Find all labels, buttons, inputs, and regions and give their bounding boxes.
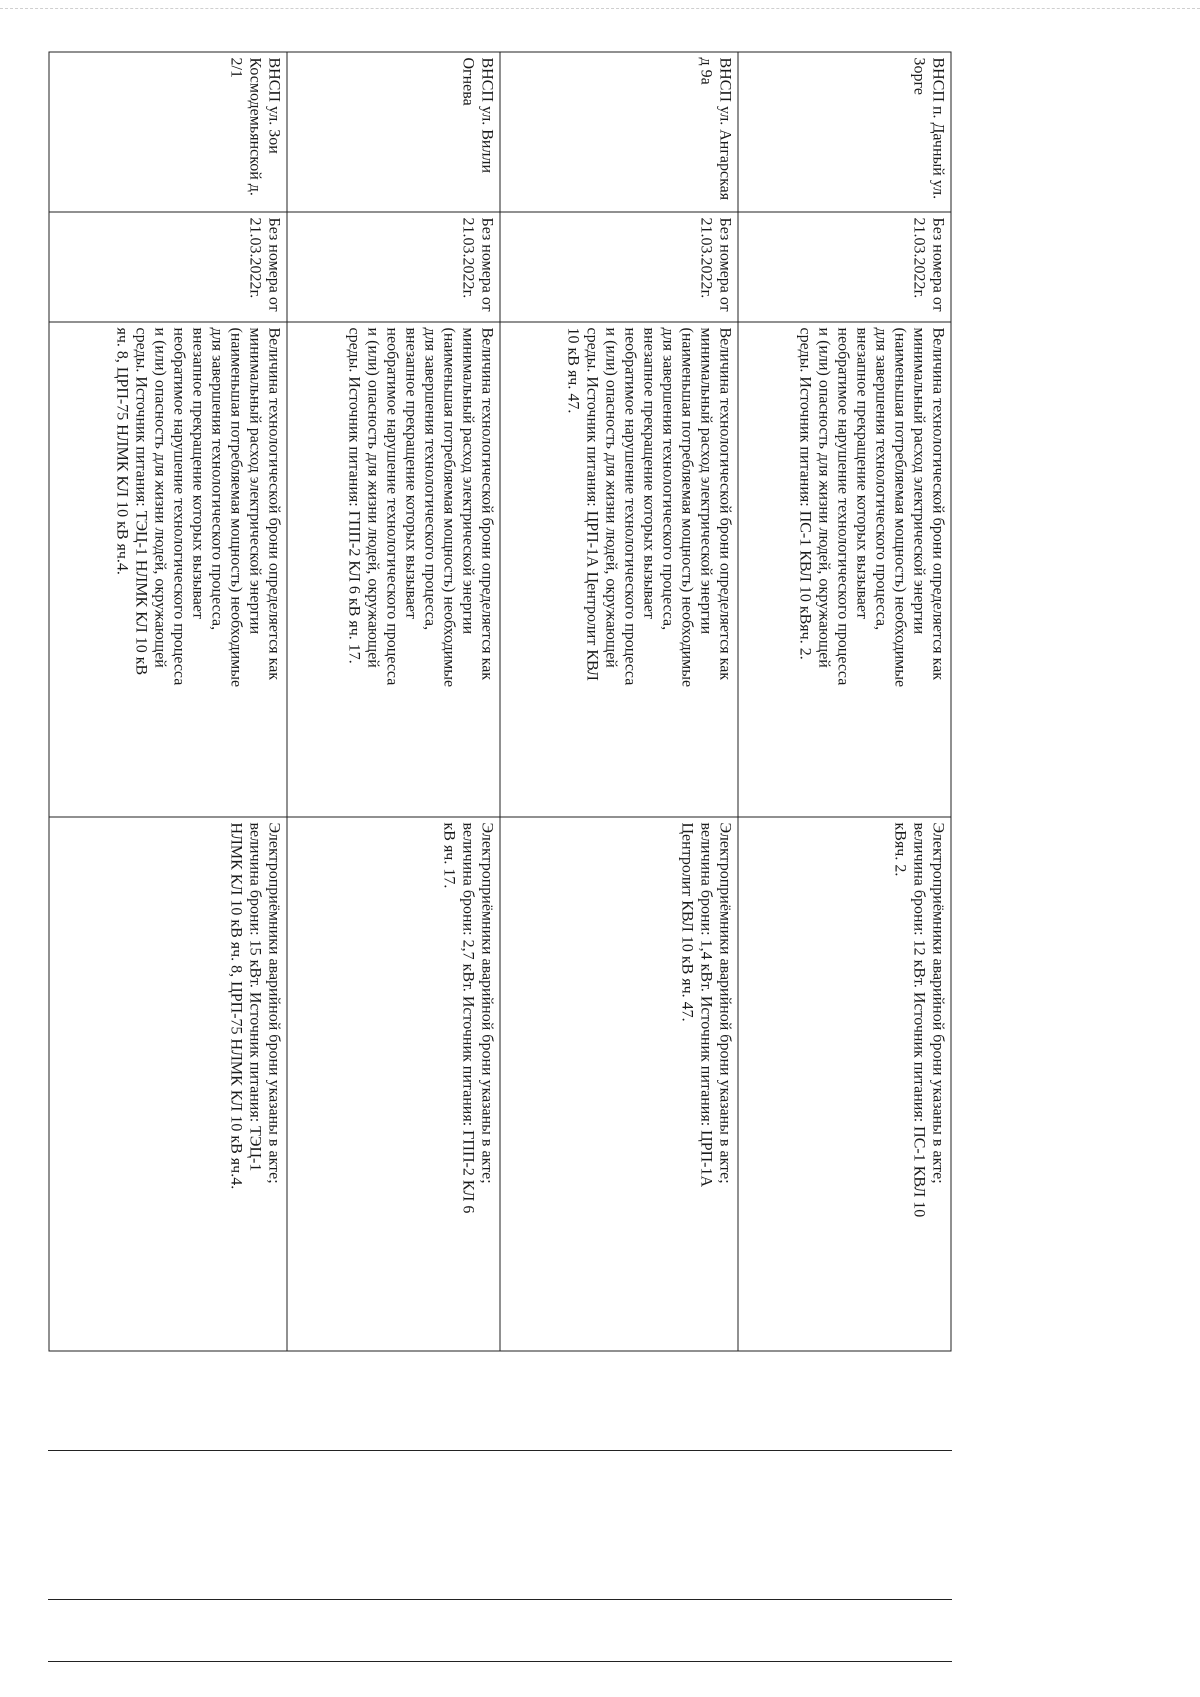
signature-line xyxy=(48,1450,952,1451)
cell-emergency-reserve: Электроприёмники аварийной брони указаны в акте; величина брони: 1,4 кВт. Источник питания: ЦРП-1А Центролит КВЛ 10 кВ яч. 47. xyxy=(500,817,738,1351)
cell-tech-reserve: Величина технологической брони определяется как минимальный расход электрической энергии (наименьшая потребляемая мощность) необходимые для завершения технологического процесса, внезапное прекращение которых вызывает необратимое нарушение технологического процесса и (или) опасность для жизни людей, окружающей среды. Источник питания: ПС-1 КВЛ 10 кВяч. 2. xyxy=(738,322,951,817)
cell-act: Без номера от 21.03.2022г. xyxy=(49,212,287,322)
cell-place: ВНСП ул. Зои Космодемьянской д. 2/1 xyxy=(49,52,287,212)
signature-line xyxy=(48,1661,952,1662)
reserve-table xyxy=(49,52,952,1352)
cell-place: ВНСП ул. Ангарская д 9а xyxy=(500,52,738,212)
cell-tech-reserve: Величина технологической брони определяется как минимальный расход электрической энергии (наименьшая потребляемая мощность) необходимые для завершения технологического процесса, внезапное прекращение которых вызывает необратимое нарушение технологического процесса и (или) опасность для жизни людей, окружающей среды. Источник питания: ТЭЦ-1 НЛМК КЛ 10 кВ яч. 8, ЦРП-75 НЛМК КЛ 10 кВ яч.4. xyxy=(49,322,287,817)
rotated-table-container xyxy=(49,52,952,1352)
table-row xyxy=(738,52,951,1351)
cell-act: Без номера от 21.03.2022г. xyxy=(500,212,738,322)
scan-edge-line xyxy=(0,8,1200,9)
cell-act: Без номера от 21.03.2022г. xyxy=(738,212,951,322)
cell-place: ВНСП ул. Вилли Огнева xyxy=(287,52,500,212)
cell-emergency-reserve: Электроприёмники аварийной брони указаны в акте; величина брони: 15 кВт. Источник питания: ТЭЦ-1 НЛМК КЛ 10 кВ яч. 8, ЦРП-75 НЛМК КЛ 10 кВ яч.4. xyxy=(49,817,287,1351)
table-row xyxy=(287,52,500,1351)
table-row xyxy=(500,52,738,1351)
table-row xyxy=(49,52,287,1351)
cell-act: Без номера от 21.03.2022г. xyxy=(287,212,500,322)
cell-emergency-reserve: Электроприёмники аварийной брони указаны в акте; величина брони: 2,7 кВт. Источник питания: ГПП-2 КЛ 6 кВ яч. 17. xyxy=(287,817,500,1351)
signature-line xyxy=(48,1599,952,1600)
cell-emergency-reserve: Электроприёмники аварийной брони указаны в акте; величина брони: 12 кВт. Источник питания: ПС-1 КВЛ 10 кВяч. 2. xyxy=(738,817,951,1351)
cell-tech-reserve: Величина технологической брони определяется как минимальный расход электрической энергии (наименьшая потребляемая мощность) необходимые для завершения технологического процесса, внезапное прекращение которых вызывает необратимое нарушение технологического процесса и (или) опасность для жизни людей, окружающей среды. Источник питания: ГПП-2 КЛ 6 кВ яч. 17. xyxy=(287,322,500,817)
cell-place: ВНСП п. Дачный ул. Зорге xyxy=(738,52,951,212)
cell-tech-reserve: Величина технологической брони определяется как минимальный расход электрической энергии (наименьшая потребляемая мощность) необходимые для завершения технологического процесса, внезапное прекращение которых вызывает необратимое нарушение технологического процесса и (или) опасность для жизни людей, окружающей среды. Источник питания: ЦРП-1А Центролит КВЛ 10 кВ яч. 47. xyxy=(500,322,738,817)
